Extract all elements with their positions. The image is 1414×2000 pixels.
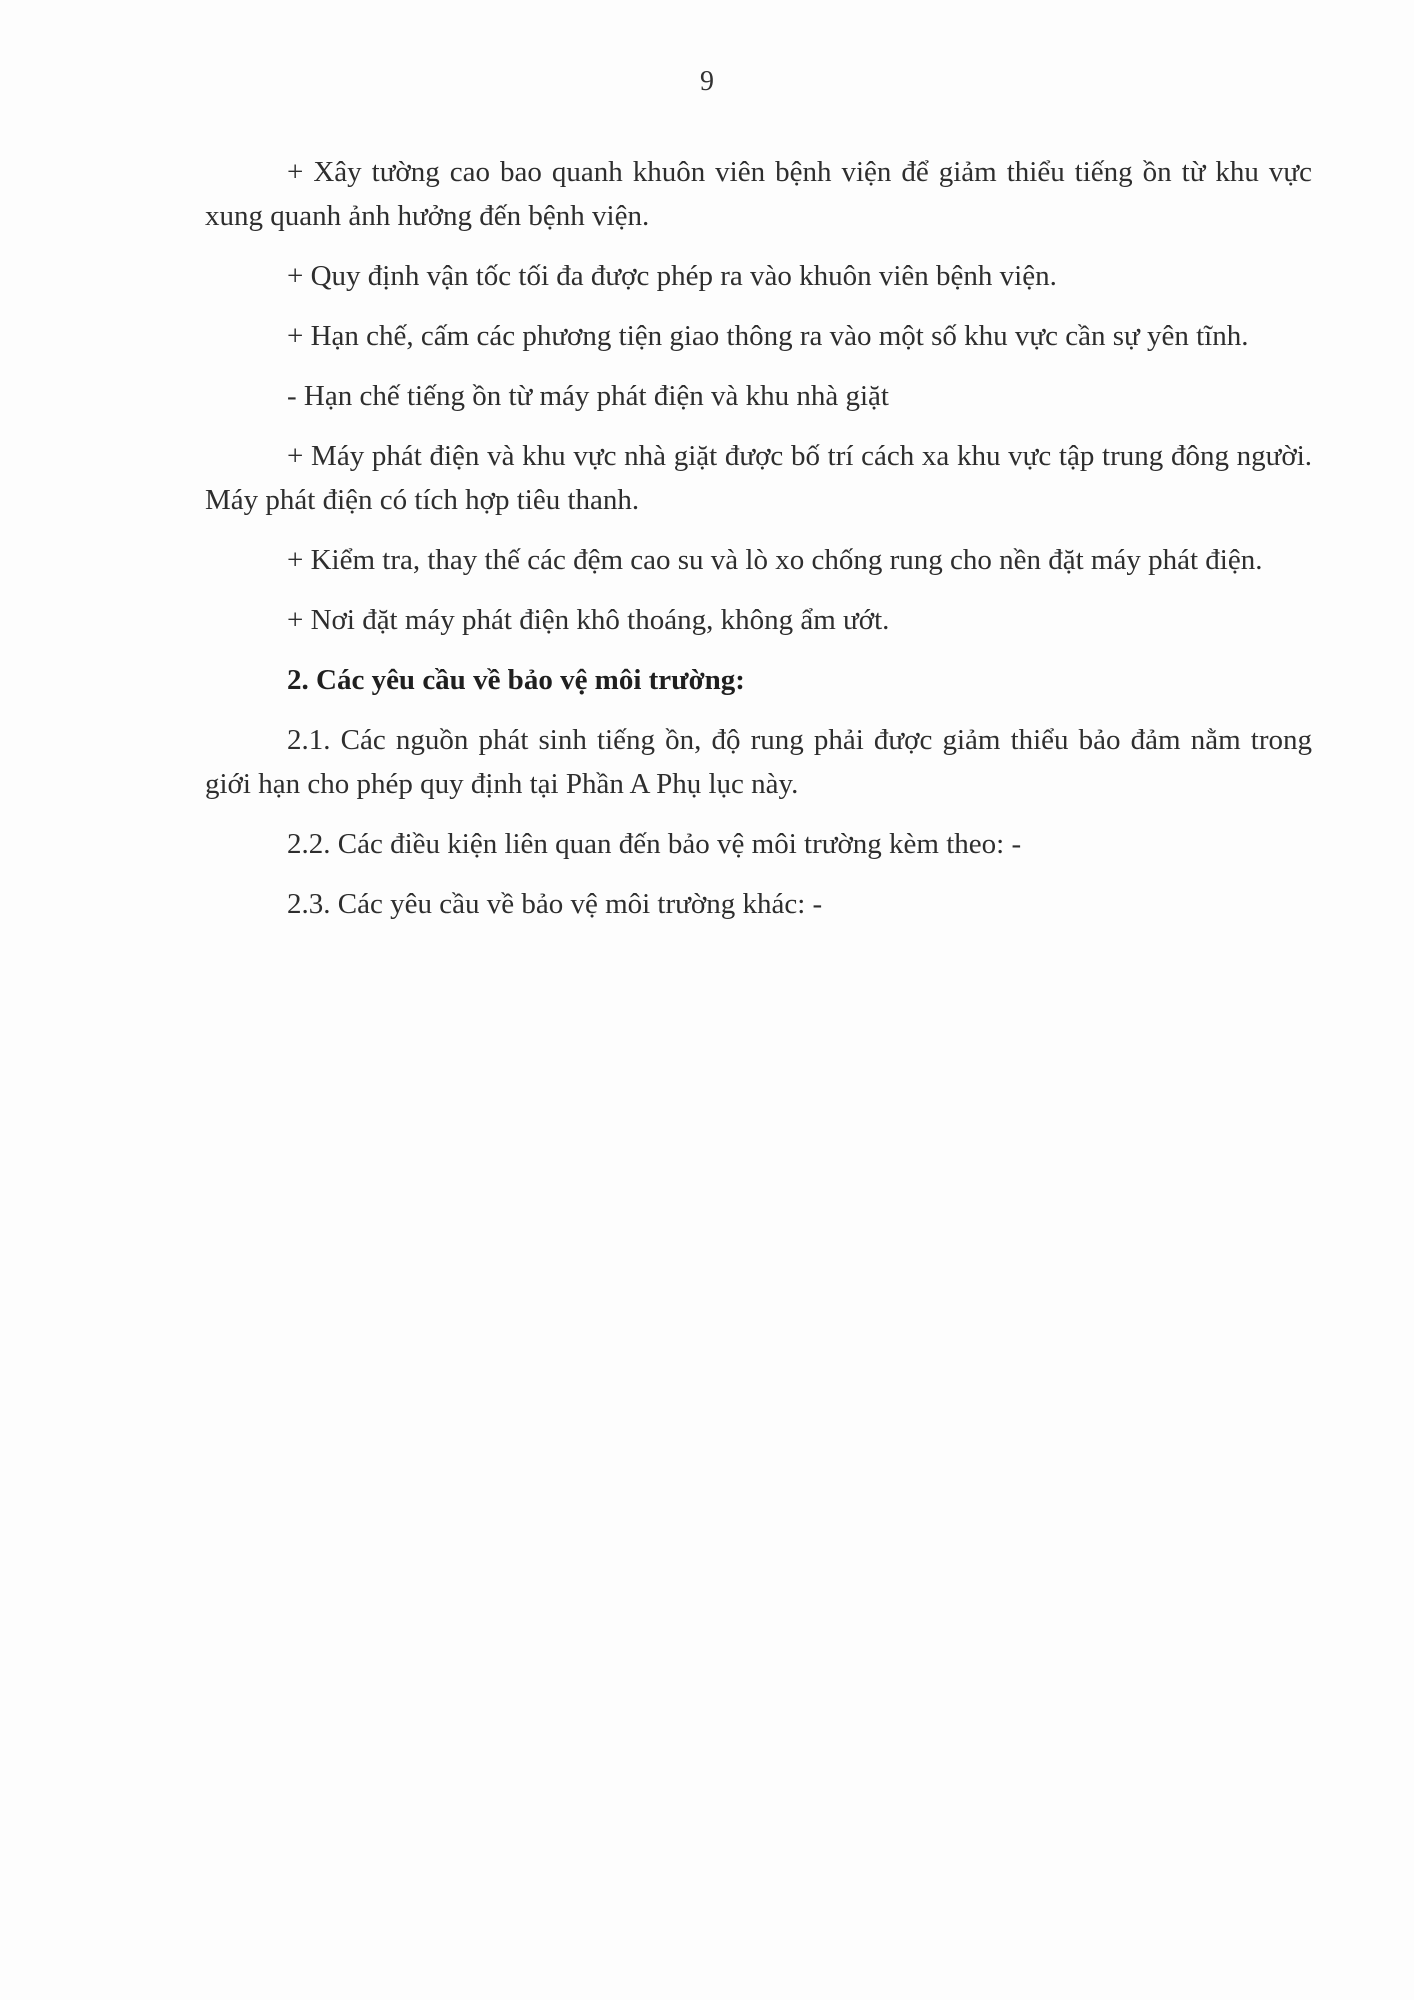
paragraph-requirement-2-1: 2.1. Các nguồn phát sinh tiếng ồn, độ rung phải được giảm thiểu bảo đảm nằm trong giới hạn cho phép quy định tại Phần A Phụ lục này.	[205, 724, 1312, 800]
paragraph-wall-noise: + Xây tường cao bao quanh khuôn viên bệnh viện để giảm thiểu tiếng ồn từ khu vực xung quanh ảnh hưởng đến bệnh viện.	[205, 156, 1312, 232]
paragraph-vehicle-restriction: + Hạn chế, cấm các phương tiện giao thông ra vào một số khu vực cần sự yên tĩnh.	[287, 320, 1249, 352]
paragraph-generator-placement: + Máy phát điện và khu vực nhà giặt được bố trí cách xa khu vực tập trung đông người. Máy phát điện có tích hợp tiêu thanh.	[205, 440, 1312, 516]
section-heading-environment-requirements: 2. Các yêu cầu về bảo vệ môi trường:	[287, 664, 745, 696]
paragraph-requirement-2-3: 2.3. Các yêu cầu về bảo vệ môi trường khác: -	[287, 888, 823, 920]
document-body	[205, 150, 1312, 942]
paragraph-requirement-2-2: 2.2. Các điều kiện liên quan đến bảo vệ môi trường kèm theo: -	[287, 828, 1022, 860]
paragraph-dry-location: + Nơi đặt máy phát điện khô thoáng, không ẩm ướt.	[287, 604, 890, 636]
page-number: 9	[700, 66, 714, 97]
paragraph-vibration-pads: + Kiểm tra, thay thế các đệm cao su và lò xo chống rung cho nền đặt máy phát điện.	[287, 544, 1263, 576]
paragraph-speed-limit: + Quy định vận tốc tối đa được phép ra vào khuôn viên bệnh viện.	[287, 260, 1057, 292]
paragraph-generator-laundry-noise: - Hạn chế tiếng ồn từ máy phát điện và khu nhà giặt	[287, 380, 889, 412]
